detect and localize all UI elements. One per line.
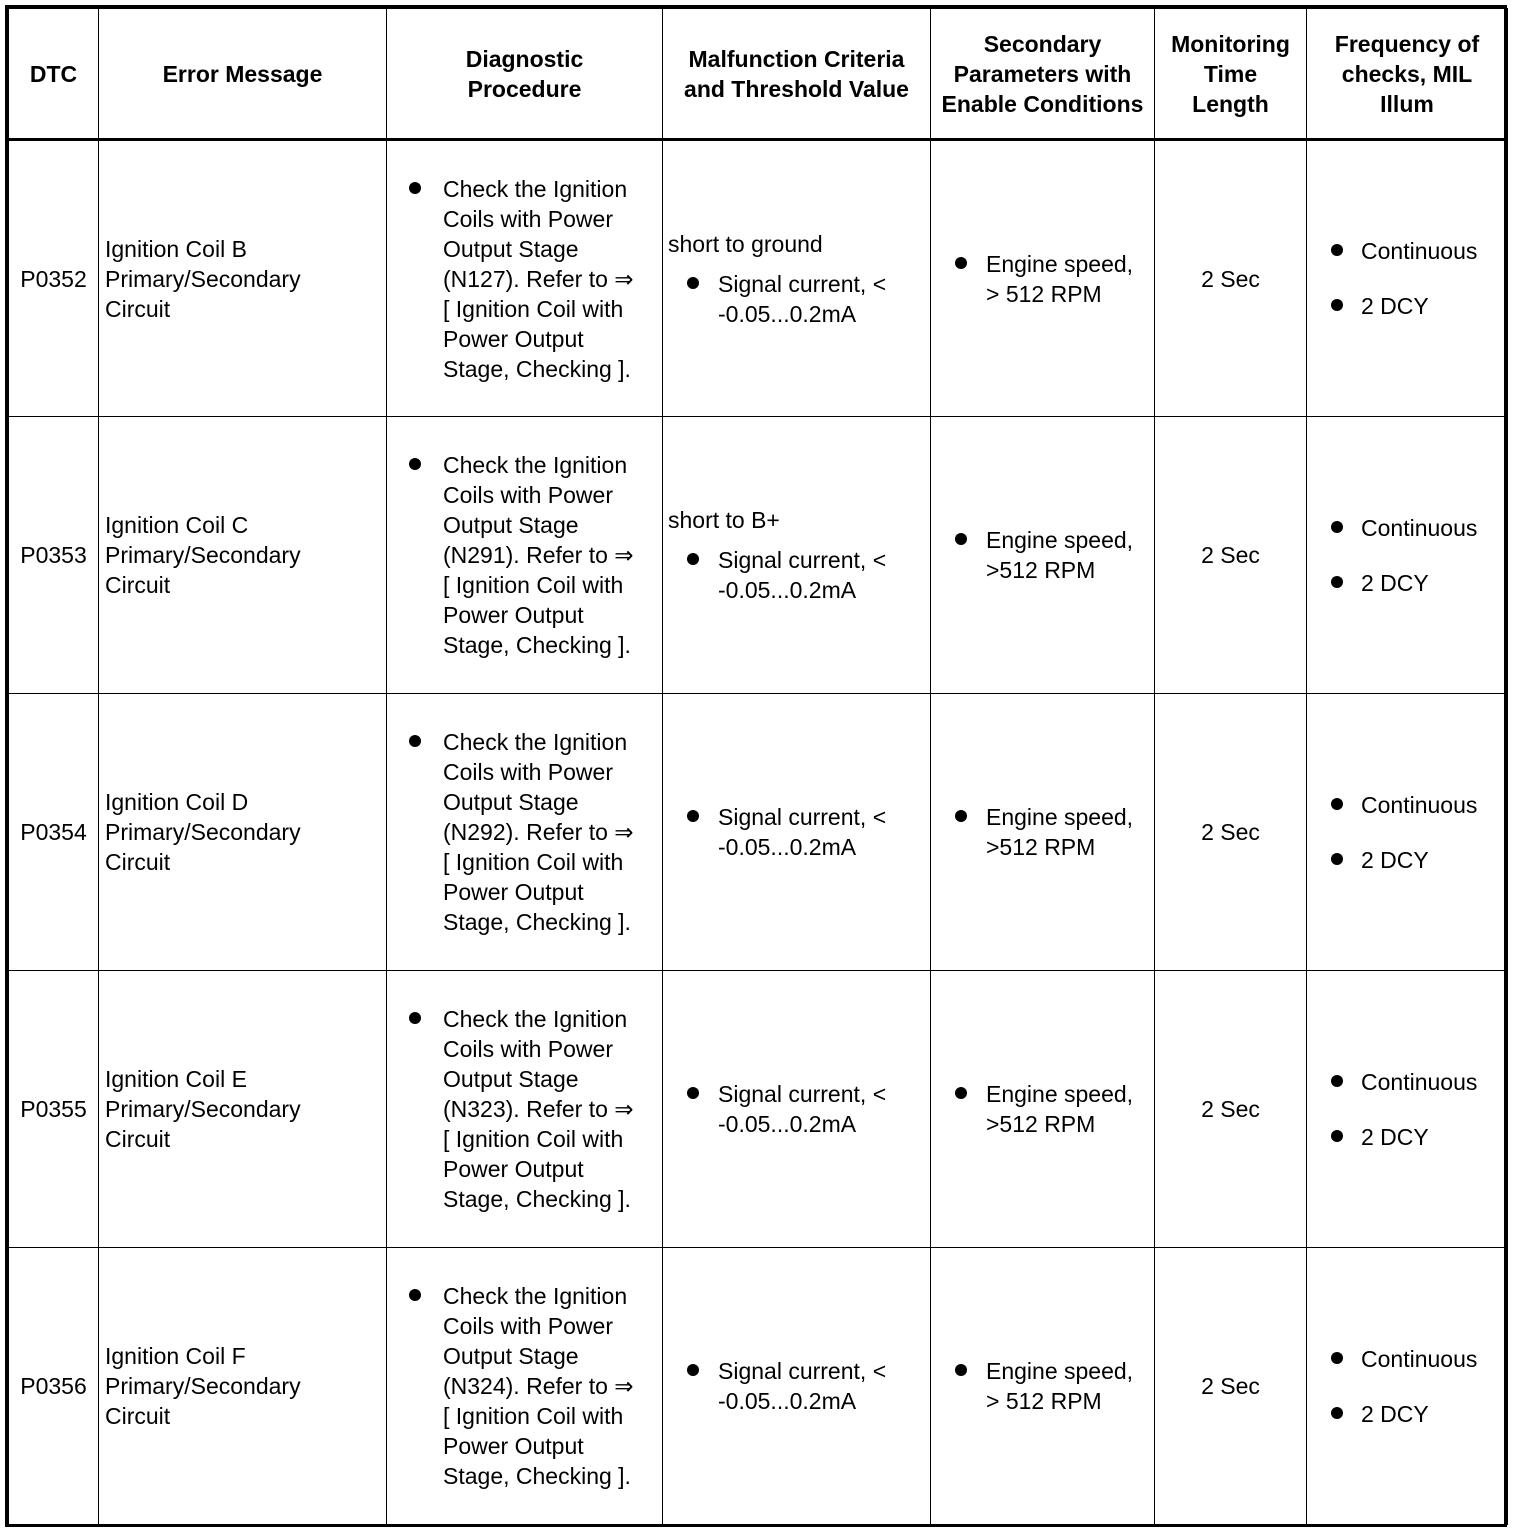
frequency-bullet: Continuous (1307, 513, 1507, 543)
error-line: Primary/Secondary (105, 542, 301, 568)
monitoring-time: 2 Sec (1155, 1248, 1307, 1525)
table-row (9, 694, 1508, 971)
procedure-line: [ Ignition Coil with (443, 295, 624, 322)
criteria-bullet (668, 1356, 930, 1416)
procedure-line: Stage, Checking ]. (443, 1186, 631, 1212)
procedure-line: Coils with Power (443, 482, 613, 508)
header-secondary-parameters-text: Secondary Parameters with Enable Conditions (941, 30, 1144, 117)
procedure-line: Power Output (443, 1156, 584, 1182)
error-message (99, 694, 387, 971)
frequency-bullet: Continuous (1307, 790, 1507, 820)
table-row (9, 1248, 1508, 1525)
frequency-bullet: 2 DCY (1307, 1399, 1507, 1429)
frequency (1307, 140, 1508, 417)
secondary-line: Engine speed, (986, 804, 1134, 830)
criteria-bullet (668, 1079, 930, 1139)
table-row (9, 971, 1508, 1248)
frequency-bullet: 2 DCY (1307, 1122, 1507, 1152)
malfunction-condition: short to ground (668, 230, 823, 257)
header-error-message: Error Message (99, 9, 387, 140)
procedure-line: Coils with Power (443, 1036, 613, 1062)
procedure-line: Check the Ignition (443, 1283, 628, 1309)
table-body (9, 140, 1508, 1525)
procedure-line: Coils with Power (443, 1313, 613, 1339)
frequency-bullet: Continuous (1307, 1344, 1507, 1374)
procedure-bullet (387, 450, 662, 660)
procedure-bullet (387, 1004, 662, 1214)
malfunction-condition: short to B+ (668, 507, 780, 533)
criteria-bullet (668, 545, 930, 605)
error-message (99, 417, 387, 694)
frequency (1307, 1248, 1508, 1525)
criteria-line: -0.05...0.2mA (718, 577, 857, 603)
criteria-bullet (668, 802, 930, 862)
diagnostic-procedure (387, 694, 663, 971)
malfunction-criteria (663, 1248, 931, 1525)
header-diagnostic-procedure (387, 9, 663, 140)
secondary-line: >512 RPM (986, 557, 1096, 583)
secondary-line: >512 RPM (986, 1111, 1096, 1137)
dtc-table-container (5, 5, 1507, 1527)
procedure-line: Output Stage (443, 1343, 579, 1369)
criteria-line: -0.05...0.2mA (718, 834, 857, 860)
dtc-table (8, 8, 1508, 1525)
criteria-bullet (668, 269, 930, 329)
secondary-bullet (931, 1356, 1154, 1416)
error-line: Primary/Secondary (105, 265, 301, 292)
malfunction-criteria (663, 417, 931, 694)
secondary-line: >512 RPM (986, 834, 1096, 860)
dtc-code: P0354 (9, 694, 99, 971)
monitoring-time: 2 Sec (1155, 971, 1307, 1248)
procedure-line: Power Output (443, 879, 584, 905)
error-message (99, 140, 387, 417)
procedure-line: [ Ignition Coil with (443, 1126, 624, 1152)
secondary-line: Engine speed, (986, 527, 1134, 553)
header-malfunction-criteria-text: Malfunction Criteria and Threshold Value (684, 45, 909, 102)
procedure-line: (N323). Refer to ⇒ (443, 1096, 634, 1122)
procedure-line: Power Output (443, 1433, 584, 1459)
frequency (1307, 417, 1508, 694)
procedure-line: Check the Ignition (443, 452, 628, 478)
malfunction-criteria (663, 140, 931, 417)
table-row (9, 140, 1508, 417)
error-line: Primary/Secondary (105, 1373, 301, 1399)
header-diagnostic-procedure-text: Diagnostic Procedure (465, 45, 584, 102)
procedure-line: (N127). Refer to ⇒ (443, 265, 634, 292)
error-line: Primary/Secondary (105, 819, 301, 845)
frequency-bullet: 2 DCY (1307, 291, 1507, 321)
criteria-line: Signal current, < (718, 1358, 887, 1384)
malfunction-criteria (663, 971, 931, 1248)
secondary-line: > 512 RPM (986, 1388, 1102, 1414)
criteria-line: Signal current, < (718, 804, 887, 830)
diagnostic-procedure (387, 140, 663, 417)
error-message (99, 971, 387, 1248)
criteria-line: -0.05...0.2mA (718, 1388, 857, 1414)
malfunction-criteria (663, 694, 931, 971)
monitoring-time: 2 Sec (1155, 140, 1307, 417)
error-line: Ignition Coil F (105, 1343, 246, 1369)
secondary-line: Engine speed, (986, 1081, 1134, 1107)
procedure-line: Coils with Power (443, 205, 613, 232)
dtc-code: P0353 (9, 417, 99, 694)
procedure-bullet (387, 1281, 662, 1491)
header-monitoring-time-text: Monitoring Time Length (1171, 30, 1290, 117)
error-line: Circuit (105, 849, 171, 875)
secondary-parameters (931, 417, 1155, 694)
error-message (99, 1248, 387, 1525)
error-line: Ignition Coil D (105, 789, 249, 815)
table-row (9, 417, 1508, 694)
procedure-line: (N291). Refer to ⇒ (443, 542, 634, 568)
frequency-bullet: Continuous (1307, 236, 1507, 266)
procedure-line: [ Ignition Coil with (443, 849, 624, 875)
dtc-code: P0356 (9, 1248, 99, 1525)
header-frequency (1307, 9, 1508, 140)
error-line: Ignition Coil C (105, 512, 249, 538)
procedure-line: Stage, Checking ]. (443, 909, 631, 935)
procedure-line: Stage, Checking ]. (443, 355, 631, 382)
criteria-line: Signal current, < (718, 270, 887, 297)
procedure-line: [ Ignition Coil with (443, 1403, 624, 1429)
frequency-bullet: Continuous (1307, 1067, 1507, 1097)
header-frequency-text: Frequency of checks, MIL Illum (1334, 30, 1480, 117)
procedure-line: Output Stage (443, 512, 579, 538)
secondary-bullet (931, 249, 1154, 309)
secondary-bullet (931, 802, 1154, 862)
dtc-code: P0355 (9, 971, 99, 1248)
error-line: Circuit (105, 572, 171, 598)
procedure-line: [ Ignition Coil with (443, 572, 624, 598)
secondary-line: > 512 RPM (986, 280, 1102, 307)
frequency-bullet: 2 DCY (1307, 845, 1507, 875)
frequency-bullet: 2 DCY (1307, 568, 1507, 598)
procedure-line: Coils with Power (443, 759, 613, 785)
frequency (1307, 694, 1508, 971)
secondary-parameters (931, 694, 1155, 971)
procedure-line: Check the Ignition (443, 1006, 628, 1032)
procedure-line: Stage, Checking ]. (443, 1463, 631, 1489)
frequency (1307, 971, 1508, 1248)
procedure-bullet (387, 727, 662, 937)
header-row (9, 9, 1508, 140)
secondary-bullet (931, 1079, 1154, 1139)
header-dtc: DTC (9, 9, 99, 140)
error-line: Circuit (105, 1126, 171, 1152)
error-line: Ignition Coil E (105, 1066, 247, 1092)
monitoring-time: 2 Sec (1155, 417, 1307, 694)
error-line: Circuit (105, 295, 171, 322)
criteria-line: -0.05...0.2mA (718, 300, 857, 327)
criteria-line: Signal current, < (718, 1081, 887, 1107)
error-line: Primary/Secondary (105, 1096, 301, 1122)
procedure-line: Stage, Checking ]. (443, 632, 631, 658)
diagnostic-procedure (387, 971, 663, 1248)
dtc-code: P0352 (9, 140, 99, 417)
procedure-line: Output Stage (443, 1066, 579, 1092)
procedure-line: Output Stage (443, 789, 579, 815)
procedure-line: (N292). Refer to ⇒ (443, 819, 634, 845)
monitoring-time: 2 Sec (1155, 694, 1307, 971)
secondary-line: Engine speed, (986, 250, 1134, 277)
secondary-parameters (931, 140, 1155, 417)
secondary-bullet (931, 525, 1154, 585)
secondary-parameters (931, 971, 1155, 1248)
header-malfunction-criteria (663, 9, 931, 140)
header-secondary-parameters (931, 9, 1155, 140)
procedure-line: Output Stage (443, 235, 579, 262)
criteria-line: -0.05...0.2mA (718, 1111, 857, 1137)
procedure-line: Power Output (443, 602, 584, 628)
procedure-line: Check the Ignition (443, 729, 628, 755)
error-line: Ignition Coil B (105, 235, 247, 262)
error-line: Circuit (105, 1403, 171, 1429)
procedure-line: (N324). Refer to ⇒ (443, 1373, 634, 1399)
secondary-line: Engine speed, (986, 1358, 1134, 1384)
diagnostic-procedure (387, 1248, 663, 1525)
criteria-line: Signal current, < (718, 547, 887, 573)
header-monitoring-time (1155, 9, 1307, 140)
diagnostic-procedure (387, 417, 663, 694)
procedure-bullet (387, 174, 662, 384)
procedure-line: Check the Ignition (443, 175, 628, 202)
procedure-line: Power Output (443, 325, 584, 352)
secondary-parameters (931, 1248, 1155, 1525)
